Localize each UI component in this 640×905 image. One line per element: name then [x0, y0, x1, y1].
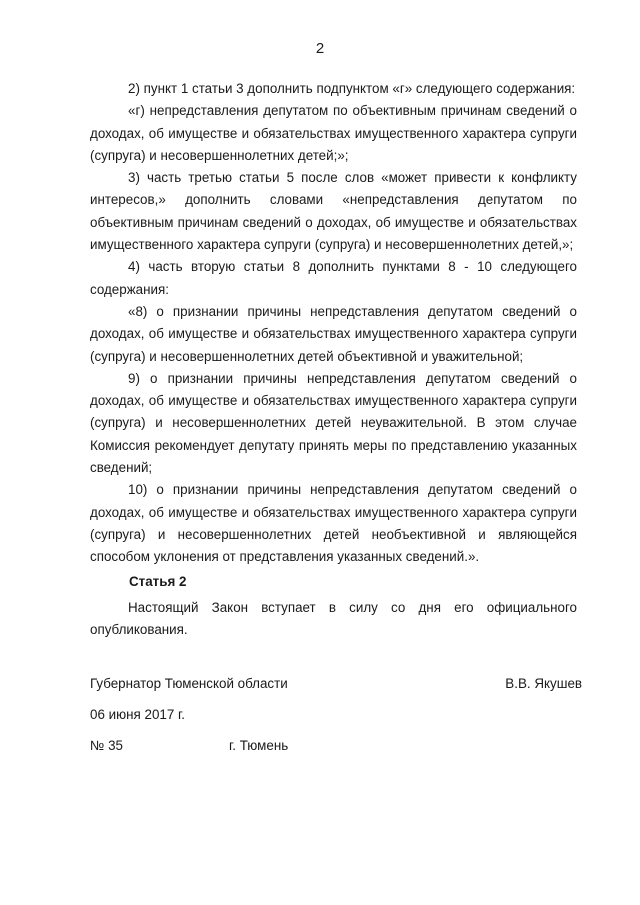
signing-date: 06 июня 2017 г.	[90, 707, 185, 722]
article-text: Настоящий Закон вступает в силу со дня его официального опубликования.	[90, 600, 577, 638]
amendment-paragraph-6: 9) о признании причины непредставления депутатом сведений о доходах, об имуществе и обязательствах имущественного характера супруги (супруга) и несовершеннолетних детей неуважительной. В этом случае Комиссия рекомендует депутату принять меры по представлению указанных сведений;	[90, 370, 577, 476]
article-heading: Статья 2	[129, 574, 187, 589]
document-number: № 35	[90, 738, 123, 753]
amendment-paragraph-2: «г) непредставления депутатом по объективным причинам сведений о доходах, об имуществе и обязательствах имущественного характера супруги (супруга) и несовершеннолетних детей;»;	[90, 103, 577, 163]
amendment-paragraph-3: 3) часть третью статьи 5 после слов «может привести к конфликту интересов,» дополнить словами «непредставления депутатом по объективным причинам сведений о доходах, об имуществе и обязательствах имущественного характера супруги (супруга) и несовершеннолетних детей,»;	[90, 170, 577, 253]
amendment-paragraph-4: 4) часть вторую статьи 8 дополнить пунктами 8 - 10 следующего содержания:	[90, 259, 577, 297]
amendment-paragraph-5: «8) о признании причины непредставления депутатом сведений о доходах, об имуществе и обязательствах имущественного характера супруги (супруга) и несовершеннолетних детей объективной и уважительной;	[90, 303, 577, 364]
signing-place: г. Тюмень	[229, 738, 289, 753]
amendment-paragraph-1: 2) пункт 1 статьи 3 дополнить подпунктом «г» следующего содержания:	[128, 81, 576, 96]
law-body-text	[90, 78, 577, 569]
page-number: 2	[315, 40, 325, 57]
amendment-paragraph-7: 10) о признании причины непредставления депутатом сведений о доходах, об имуществе и обязательствах имущественного характера супруги (супруга) и несовершеннолетних детей необъективной и являющейся способом уклонения от представления указанных сведений.».	[90, 482, 577, 565]
governor-title: Губернатор Тюменской области	[90, 676, 288, 691]
governor-name: В.В. Якушев	[505, 676, 582, 691]
